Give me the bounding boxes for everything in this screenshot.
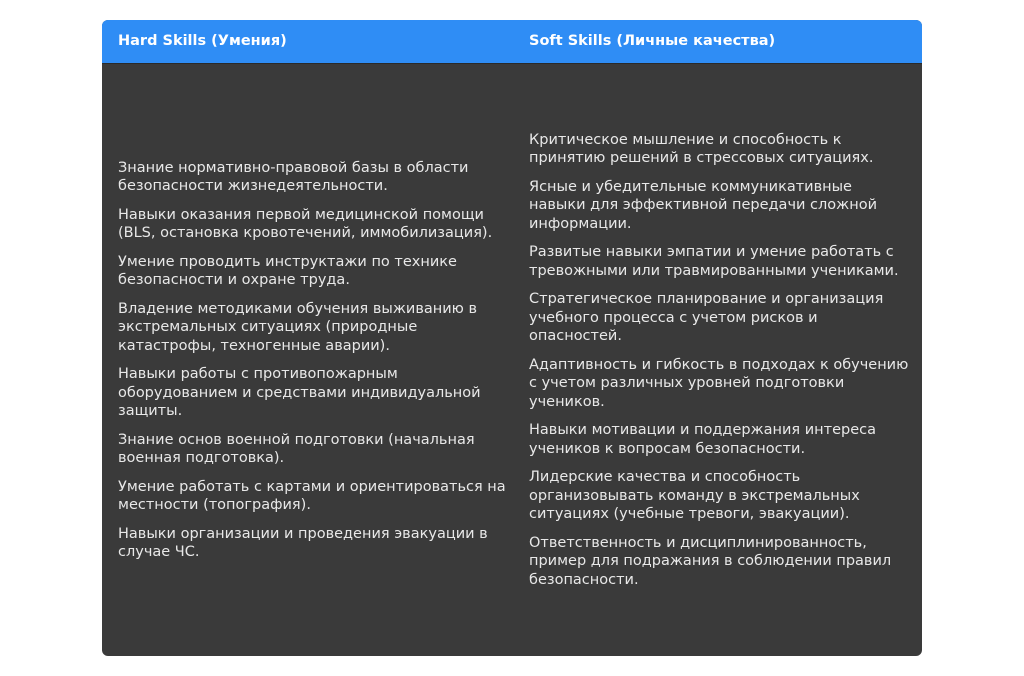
soft-skill-item: Адаптивность и гибкость в подходах к обучению с учетом различных уровней подготовки учеников. xyxy=(529,356,909,410)
soft-skill-item: Ясные и убедительные коммуникативные навыки для эффективной передачи сложной информации. xyxy=(529,178,877,232)
soft-skill-item: Стратегическое планирование и организация учебного процесса с учетом рисков и опасностей. xyxy=(529,291,884,345)
soft-skill-item: Навыки мотивации и поддержания интереса учеников к вопросам безопасности. xyxy=(529,422,877,457)
soft-skill-item: Развитые навыки эмпатии и умение работать с тревожными или травмированными учениками. xyxy=(529,244,899,279)
hard-skill-item: Навыки работы с противопожарным оборудованием и средствами индивидуальной защиты. xyxy=(118,366,481,419)
soft-skill-item: Лидерские качества и способность организовывать команду в экстремальных ситуациях (учебные тревоги, эвакуации). xyxy=(529,469,860,523)
table-body xyxy=(102,64,922,656)
hard-skill-item: Умение проводить инструктажи по технике безопасности и охране труда. xyxy=(118,253,457,288)
hard-skills-column xyxy=(118,64,510,656)
hard-skill-item: Знание основ военной подготовки (начальная военная подготовка). xyxy=(118,431,475,466)
soft-skills-column xyxy=(529,64,913,656)
table-header xyxy=(102,20,922,64)
hard-skill-item: Навыки организации и проведения эвакуации в случае ЧС. xyxy=(118,525,488,560)
soft-skills-header: Soft Skills (Личные качества) xyxy=(529,33,776,49)
hard-skill-item: Навыки оказания первой медицинской помощи (BLS, остановка кровотечений, иммобилизация). xyxy=(118,206,493,241)
skills-table xyxy=(102,20,922,656)
hard-skill-item: Знание нормативно-правовой базы в области безопасности жизнедеятельности. xyxy=(118,159,469,194)
soft-skill-item: Критическое мышление и способность к принятию решений в стрессовых ситуациях. xyxy=(529,131,874,167)
hard-skills-header: Hard Skills (Умения) xyxy=(118,33,287,49)
hard-skill-item: Умение работать с картами и ориентироваться на местности (топография). xyxy=(118,478,506,513)
hard-skill-item: Владение методиками обучения выживанию в экстремальных ситуациях (природные катастрофы, техногенные аварии). xyxy=(118,300,478,354)
soft-skill-item: Ответственность и дисциплинированность, пример для подражания в соблюдении правил безопасности. xyxy=(529,534,892,588)
